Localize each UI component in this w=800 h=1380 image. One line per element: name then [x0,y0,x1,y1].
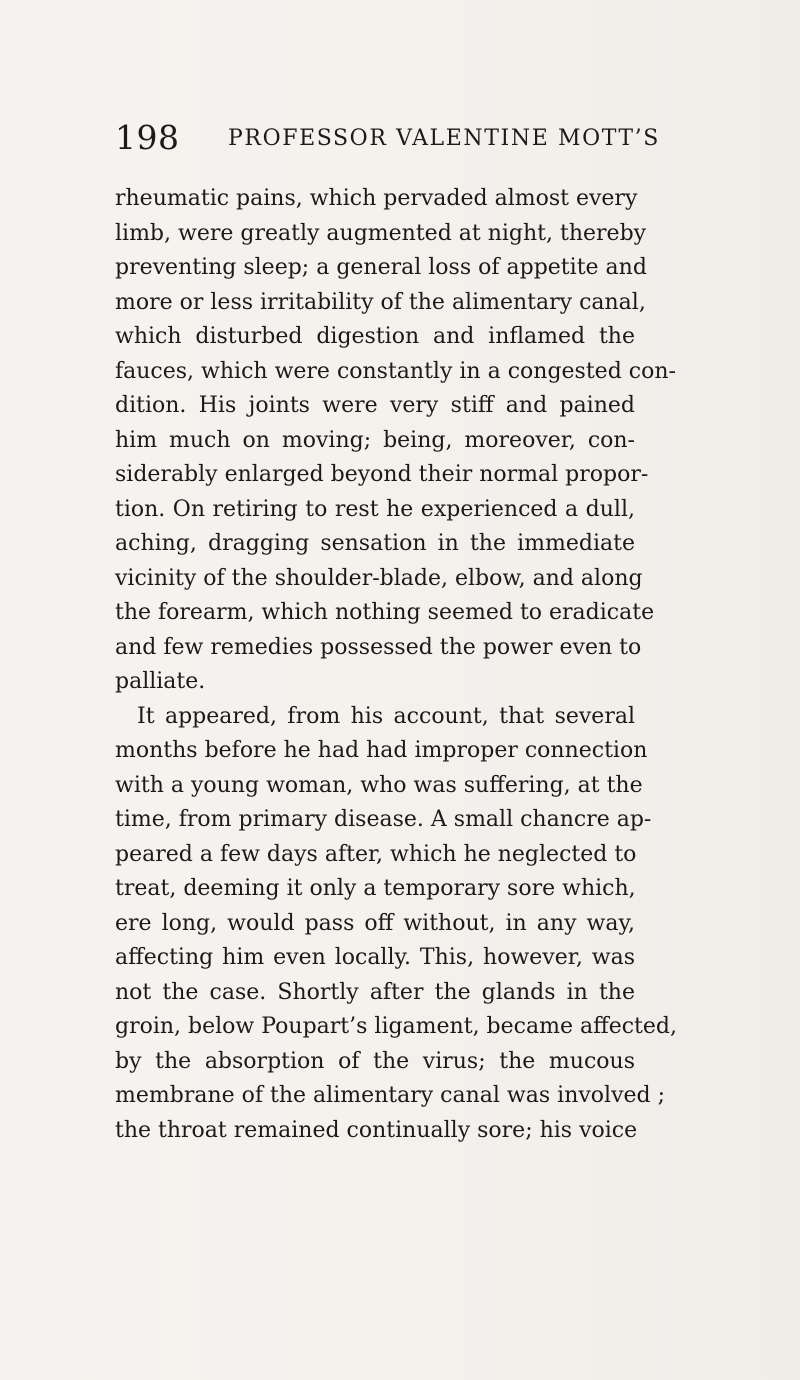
text-line: months before he had had improper connection [115,738,648,763]
text-line: groin, below Poupart’s ligament, became affected, [115,1014,677,1039]
text-line: affecting him even locally. This, however, was [115,945,635,970]
text-line: rheumatic pains, which pervaded almost every [115,186,638,211]
text-line: with a young woman, who was suffering, at the [115,772,643,798]
text-line: the throat remained continually sore; his voice [115,1117,638,1143]
text-line: ere long, would pass off without, in any way, [115,910,635,936]
text-line: preventing sleep; a general loss of appetite and [115,255,647,280]
text-line: peared a few days after, which he neglected to [115,841,637,867]
text-line: which disturbed digestion and inflamed the [115,324,635,349]
text-line: the forearm, which nothing seemed to eradicate [115,600,655,625]
text-line: membrane of the alimentary canal was involved ; [115,1083,666,1108]
text-line: limb, were greatly augmented at night, thereby [115,220,647,246]
running-head: PROFESSOR VALENTINE MOTT’S [228,126,660,151]
text-line-paragraph-end: palliate. [115,669,206,694]
body-text [115,182,677,1148]
page-header [115,118,660,158]
text-line: fauces, which were constantly in a congested con- [115,358,676,384]
text-line: tion. On retiring to rest he experienced a dull, [115,496,635,522]
text-line: aching, dragging sensation in the immediate [115,531,635,556]
text-line: not the case. Shortly after the glands in the [115,979,635,1005]
text-line: him much on moving; being, moreover, con- [115,427,635,453]
page-number: 198 [115,118,180,157]
text-line: siderably enlarged beyond their normal propor- [115,462,649,487]
text-line: dition. His joints were very stiff and pained [115,393,635,418]
text-line-paragraph-start: It appeared, from his account, that several [137,703,635,729]
text-line: treat, deeming it only a temporary sore which, [115,876,636,901]
text-line: more or less irritability of the alimentary canal, [115,289,646,315]
text-line: and few remedies possessed the power even to [115,634,642,660]
text-line: time, from primary disease. A small chancre ap- [115,807,652,832]
text-line: vicinity of the shoulder-blade, elbow, and along [115,565,643,591]
text-line: by the absorption of the virus; the mucous [115,1048,635,1074]
